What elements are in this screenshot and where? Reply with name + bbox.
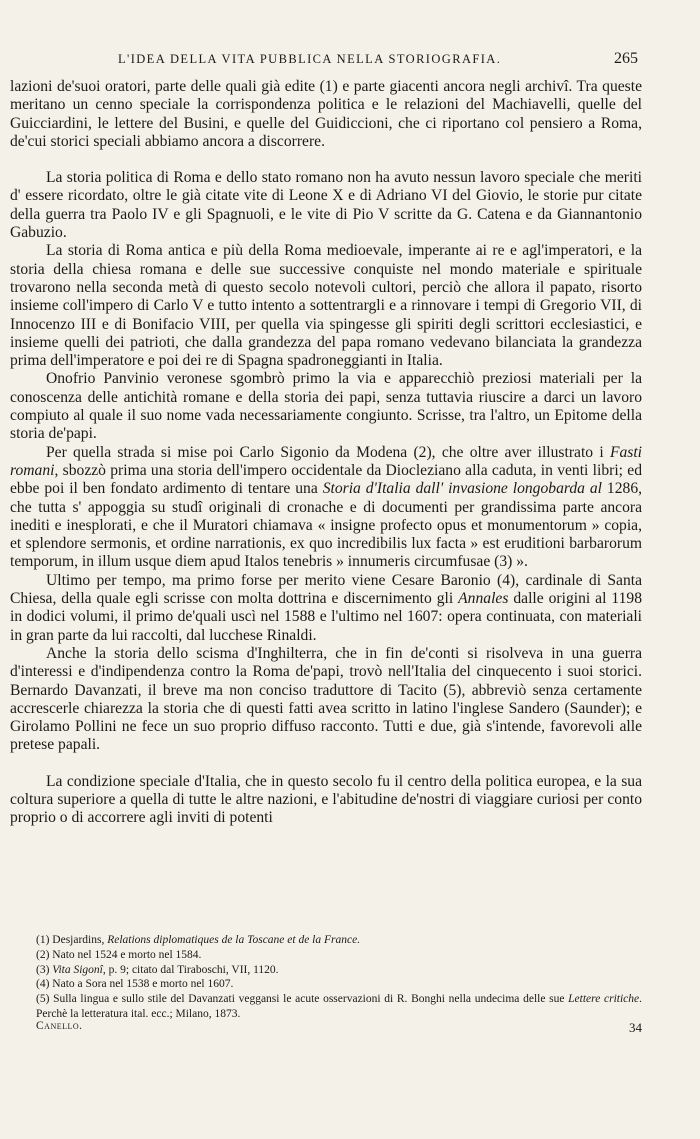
running-head: L'IDEA DELLA VITA PUBBLICA NELLA STORIOGRAFIA.	[118, 52, 502, 66]
paragraph-5-run-4: 1286, che tutta s' appoggia su studî originali di cronache e di documenti per grandissima parte ancora inediti e inesplorati, e che il Muratori chiamava « insigne profecto opus et monumentorum » copia, et splendore sermonis, et ordine narrationis, ex quo incredibilis lux facta » est eruditioni barbarorum temporum, in illum usque diem apud Italos tenebris » innumeris circumfusae (3) ».	[10, 480, 643, 571]
paragraph-6-run-0: Ultimo per tempo, ma primo forse per merito viene Cesare Baronio (4), cardinale di Santa Chiesa, della quale egli scrisse con molta dottrina e discernimento gli	[10, 571, 642, 608]
paragraph-8-run-0: La condizione speciale d'Italia, che in questo secolo fu il centro della politica europea, e la sua coltura superiore a quella di tutte le altre nazioni, e l'abitudine de'nostri di viaggiare curiosi per conto proprio o di accorrere agli inviti di potenti	[10, 772, 642, 827]
footnote-5-run-0: (5) Sulla lingua e sullo stile del Davanzati veggansi le acute osservazioni di R. Bonghi nella undecima delle sue	[36, 993, 569, 1006]
main-text	[10, 78, 642, 828]
paragraph-6-run-1: Annales	[458, 590, 509, 608]
footnote-2	[36, 948, 642, 963]
footnote-3-run-2: , p. 9; citato dal Tiraboschi, VII, 1120.	[102, 963, 279, 976]
footnote-2-run-0: (2) Nato nel 1524 e morto nel 1584.	[36, 948, 202, 961]
footnotes	[36, 933, 642, 1022]
footnote-3-run-0: (3)	[36, 963, 53, 976]
paragraph-6-run-2: dalle origini al 1198 in dodici volumi, il primo de'quali uscì nel 1588 e l'ultimo nel 1607: opera continuata, con materiali in gran parte da lui raccolti, dal lucchese Rinaldi.	[10, 590, 642, 644]
footnote-4-run-0: (4) Nato a Sora nel 1538 e morto nel 1607.	[36, 978, 234, 991]
paragraph-6	[10, 572, 642, 645]
paragraph-5	[10, 444, 642, 572]
paragraph-7	[10, 645, 642, 755]
paragraph-2-run-0: La storia politica di Roma e dello stato romano non ha avuto nessun lavoro speciale che meriti d' essere ricordato, oltre le già citate vite di Leone X e di Adriano VI del Giovio, le storie pur citate della guerra tra Paolo IV e gli Spagnuoli, e le vite di Pio V scritte da G. Catena e da Giannantonio Gabuzio.	[10, 169, 642, 242]
paragraph-5-run-2: , sbozzò prima una storia dell'impero occidentale da Diocleziano alla caduta, in venti libri; ed ebbe poi il ben fondato ardimento di tentare una	[10, 461, 642, 498]
footnote-1-run-0: (1) Desjardins,	[36, 934, 108, 946]
paragraph-4	[10, 370, 642, 443]
footnote-3-run-1: Vita Sigonî	[52, 963, 103, 976]
footnote-3	[36, 963, 642, 978]
footnote-5-run-1: Lettere critiche	[568, 993, 640, 1006]
paragraph-5-run-1: Fasti romani	[10, 443, 642, 479]
paragraph-3-run-0: La storia di Roma antica e più della Roma medioevale, imperante ai re e agl'imperatori, e la storia della chiesa romana e delle sue successive conquiste nel mondo materiale e spirituale trovarono nella seconda metà di questo secolo notevoli cultori, perciò che allora il papato, risorto insieme coll'impero di Carlo V e tutto intento a sottentrargli e a rinnovare i tempi di Gregorio VII, di Innocenzo III e di Bonifacio VIII, per quella via spingesse gli spiriti degli scrittori ecclesiastici, e insieme quelli dei patrioti, che dalla grandezza del papa romano vedevano bilanciata la grandezza prima dell'imperatore e poi dei re di Spagna spadroneggianti in Italia.	[10, 242, 642, 370]
paragraph-1	[10, 78, 642, 151]
footnote-5-run-2: . Perchè la letteratura ital. ecc.; Milano, 1873.	[36, 993, 642, 1020]
paragraph-1-run-0: lazioni de'suoi oratori, parte delle quali già edite (1) e parte giacenti ancora negli archivî. Tra queste meritano un cenno speciale la corrispondenza politica e le relazioni del Machiavelli, quelle del Guicciardini, le lettere del Busini, e quelle del Guidiccioni, che ci riportano col pensiero a Roma, de'cui storici speciali abbiamo ancora a discorrere.	[10, 78, 642, 150]
paragraph-4-run-0: Onofrio Panvinio veronese sgombrò primo la via e apparecchiò preziosi materiali per la conoscenza delle antichità romane e della storia dei papi, senza tuttavia riuscire a darci un lavoro compiuto al quale il suo nome vada necessariamente congiunto. Scrisse, tra l'altro, un Epitome della storia de'papi.	[10, 370, 642, 443]
footnote-5	[36, 992, 642, 1022]
paragraph-5-run-3: Storia d'Italia dall' invasione longobarda al	[322, 480, 603, 498]
footnote-4	[36, 977, 642, 992]
paragraph-8	[10, 773, 642, 828]
footnote-1-run-1: Relations diplomatiques de la Toscane et de la France.	[107, 934, 361, 946]
paragraph-5-run-0: Per quella strada si mise poi Carlo Sigonio da Modena (2), che oltre aver illustrato i	[46, 443, 610, 461]
paragraph-2	[10, 169, 642, 242]
signature-number: 34	[629, 1020, 642, 1035]
page-header	[118, 52, 638, 72]
page-number: 265	[614, 50, 638, 67]
paragraph-7-run-0: Anche la storia dello scisma d'Inghilterra, che in fin de'conti si risolveva in una guerra d'interessi e d'indipendenza contro la Roma de'papi, trovò nell'Italia del cinquecento i suoi storici. Bernardo Davanzati, il breve ma non conciso traduttore di Tacito (5), abbreviò senza certamente accrescerle chiarezza la storia che di questi fatti avea scritto in latino l'inglese Sandero (Saunder); e Girolamo Pollini ne fece un suo proprio diffuso racconto. Tutti e due, già s'intende, favorevoli alle pretese papali.	[10, 644, 642, 754]
footnote-1	[36, 933, 642, 948]
signature-author: Canello.	[36, 1020, 83, 1032]
paragraph-3	[10, 242, 642, 370]
